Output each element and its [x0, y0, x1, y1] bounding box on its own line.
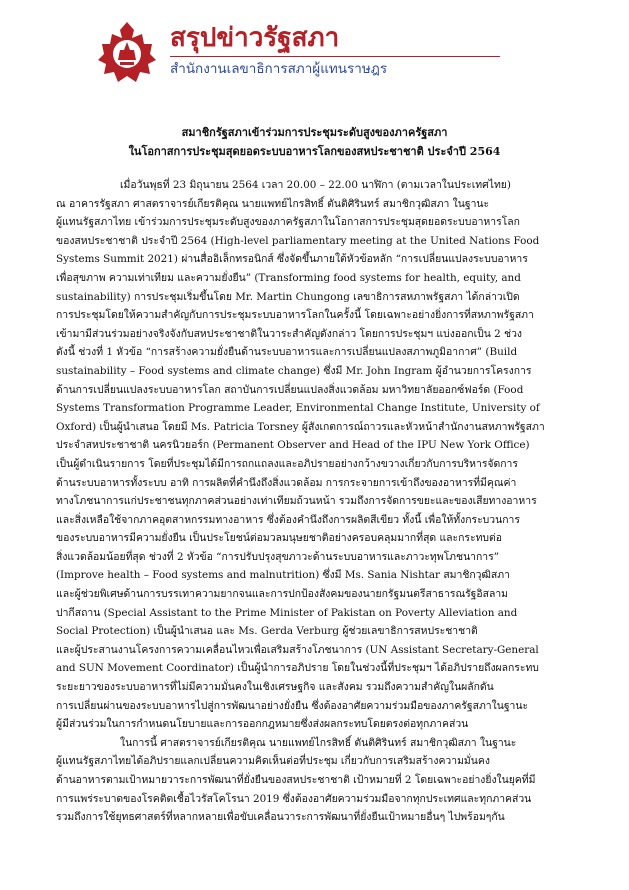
paragraph-line: และสิ่งเหลือใช้จากภาคอุตสาหกรรมทางอาหาร ซึ่งต้องคำนึงถึงการผลิตสีเขียว ทั้งนี้ เพื่อให้ทั้งกระบวนการ [56, 513, 520, 526]
paragraph-line: และผู้ประสานงานโครงการความเคลื่อนไหวเพื่อเสริมสร้างโภชนาการ (UN Assistant Secretary-General [56, 643, 539, 656]
article-subtitle: ในโอกาสการประชุมสุดยอดระบบอาหารโลกของสหประชาชาติ ประจำปี 2564 [128, 145, 501, 158]
paragraph-line: ของระบบอาหารมีความยั่งยืน เป็นประโยชน์ต่อมวลมนุษยชาติอย่างครอบคลุมมากที่สุด และกระทบต่อ [56, 532, 503, 545]
paragraph-line: ด้านการเปลี่ยนแปลงระบบอาหารโลก สถาบันการเปลี่ยนแปลงสิ่งแวดล้อม มหาวิทยาลัยออกซ์ฟอร์ด (Food [56, 383, 524, 396]
paragraph-line: เมื่อวันพุธที่ 23 มิถุนายน 2564 เวลา 20.00 – 22.00 นาฬิกา (ตามเวลาในประเทศไทย) [120, 179, 511, 191]
paragraph-line: เข้ามามีส่วนร่วมอย่างจริงจังกับสหประชาชาติในวาระสำคัญดังกล่าว โดยการประชุมฯ แบ่งออกเป็น 2 ช่วง [56, 327, 522, 340]
paragraph-line: ผู้แทนรัฐสภาไทย เข้าร่วมการประชุมระดับสูงของภาครัฐสภาในโอกาสการประชุมสุดยอดระบบอาหารโลก [56, 216, 520, 229]
office-name: สำนักงานเลขาธิการสภาผู้แทนราษฎร [170, 61, 388, 77]
paragraph-line: ผู้มีส่วนร่วมในการกำหนดนโยบายและการออกกฎหมายซึ่งส่งผลกระทบโดยตรงต่อทุกภาคส่วน [56, 718, 469, 731]
paragraph-line: and SUN Movement Coordinator) เป็นผู้นำการอภิปราย โดยในช่วงนี้ที่ประชุมฯ ได้อภิปรายถึงผลกระทบ [56, 662, 539, 675]
newsletter-title: สรุปข่าวรัฐสภา [170, 23, 340, 53]
paragraph-line: ของสหประชาชาติ ประจำปี 2564 (High-level parliamentary meeting at the United Nations Food [56, 234, 540, 247]
paragraph-line: ด้านอาหารตามเป้าหมายวาระการพัฒนาที่ยั่งยืนของสหประชาชาติ เป้าหมายที่ 2 โดยเฉพาะอย่างยิ่งในยุคที่มี [56, 774, 536, 786]
paragraph-line: รวมถึงการใช้ยุทธศาสตร์ที่หลากหลายเพื่อขับเคลื่อนวาระการพัฒนาที่ยั่งยืนเป้าหมายอื่นๆ ไปพร้อมๆกัน [56, 811, 505, 824]
paragraph-line: ทางโภชนาการแก่ประชาชนทุกภาคส่วนอย่างเท่าเทียมถ้วนหน้า รวมถึงการจัดการขยะและของเสียทางอาหาร [56, 495, 537, 508]
paragraph-line: การแพร่ระบาดของโรคติดเชื้อไวรัสโคโรนา 2019 ซึ่งต้องอาศัยความร่วมมือจากทุกประเทศและทุกภาคส่วน [56, 792, 532, 805]
paragraph-line: เพื่อสุขภาพ ความเท่าเทียม และความยั่งยืน” (Transforming food systems for health, equity, and [56, 271, 521, 284]
paragraph-line: สิ่งแวดล้อมน้อยที่สุด ช่วงที่ 2 หัวข้อ “การปรับปรุงสุขภาวะด้านระบบอาหารและภาวะทุพโภชนาการ” [56, 550, 500, 563]
header-divider [170, 56, 500, 57]
paragraph-line: เป็นผู้ดำเนินรายการ โดยที่ประชุมได้มีการถกแถลงและอภิปรายอย่างกว้างขวางเกี่ยวกับการบริหารจัดการ [56, 457, 518, 470]
paragraph-line: Systems Transformation Programme Leader, Environmental Change Institute, University of [56, 402, 540, 415]
paragraph-line: ด้านระบบอาหารทั้งระบบ อาทิ การผลิตที่คำนึงถึงสิ่งแวดล้อม การกระจายการเข้าถึงของอาหารที่มีคุณค่า [56, 476, 517, 489]
paragraph-line: Systems Summit 2021) ผ่านสื่ออิเล็กทรอนิกส์ ซึ่งจัดขึ้นภายใต้หัวข้อหลัก “การเปลี่ยนแปลงระบบอาหาร [56, 253, 528, 266]
paragraph-line: ดังนี้ ช่วงที่ 1 หัวข้อ “การสร้างความยั่งยืนด้านระบบอาหารและการเปลี่ยนแปลงสภาพภูมิอากาศ” (Build [56, 346, 518, 359]
paragraph-line: sustainability – Food systems and climate change) ซึ่งมี Mr. John Ingram ผู้อำนวยการโครงการ [56, 364, 532, 377]
page-header [96, 20, 556, 92]
paragraph-line: และผู้ช่วยพิเศษด้านการบรรเทาความยากจนและการปกป้องสังคมของนายกรัฐมนตรีสาธารณรัฐอิสลาม [56, 588, 509, 601]
paragraph-line: การประชุมโดยให้ความสำคัญกับการประชุมระบบอาหารโลกในครั้งนี้ โดยเฉพาะอย่างยิ่งการที่สหภาพรัฐสภา [56, 309, 534, 322]
article-body [56, 176, 577, 827]
paragraph-line: Oxford) เป็นผู้นำเสนอ โดยมี Ms. Patricia Torsney ผู้สังเกตการณ์ถาวรและหัวหน้าสำนักงานสหภาพรัฐสภา [56, 420, 545, 433]
parliament-emblem-icon [96, 20, 158, 86]
paragraph-line: ผู้แทนรัฐสภาไทยได้อภิปรายแลกเปลี่ยนความคิดเห็นต่อที่ประชุม เกี่ยวกับการเสริมสร้างความมั่นคง [56, 755, 490, 768]
paragraph-line: Social Protection) เป็นผู้นำเสนอ และ Ms. Gerda Verburg ผู้ช่วยเลขาธิการสหประชาชาติ [56, 625, 478, 638]
paragraph-line: ประจำสหประชาชาติ นครนิวยอร์ก (Permanent Observer and Head of the IPU New York Office) [56, 439, 530, 452]
paragraph-line: ณ อาคารรัฐสภา ศาสตราจารย์เกียรติคุณ นายแพทย์ไกรสิทธิ์ ตันติศิรินทร์ สมาชิกวุฒิสภา ในฐานะ [56, 197, 490, 210]
paragraph-line: ปากีสถาน (Special Assistant to the Prime Minister of Pakistan on Poverty Alleviation and [56, 606, 518, 619]
paragraph-line: sustainability) การประชุมเริ่มขึ้นโดย Mr. Martin Chungong เลขาธิการสหภาพรัฐสภา ได้กล่าวเปิด [56, 290, 520, 303]
article-title: สมาชิกรัฐสภาเข้าร่วมการประชุมระดับสูงของภาครัฐสภา [181, 126, 448, 139]
paragraph-line: ในการนี้ ศาสตราจารย์เกียรติคุณ นายแพทย์ไกรสิทธิ์ ตันติศิรินทร์ สมาชิกวุฒิสภา ในฐานะ [120, 736, 517, 749]
paragraph-line: ระยะยาวของระบบอาหารที่ไม่มีความมั่นคงในเชิงเศรษฐกิจ และสังคม รวมถึงความสำคัญในผลักดัน [56, 681, 494, 694]
paragraph-line: การเปลี่ยนผ่านของระบบอาหารไปสู่การพัฒนาอย่างยั่งยืน ซึ่งต้องอาศัยความร่วมมือของภาครัฐสภาในฐานะ [56, 699, 529, 712]
paragraph-line: (Improve health – Food systems and malnutrition) ซึ่งมี Ms. Sania Nishtar สมาชิกวุฒิสภา [56, 569, 510, 582]
